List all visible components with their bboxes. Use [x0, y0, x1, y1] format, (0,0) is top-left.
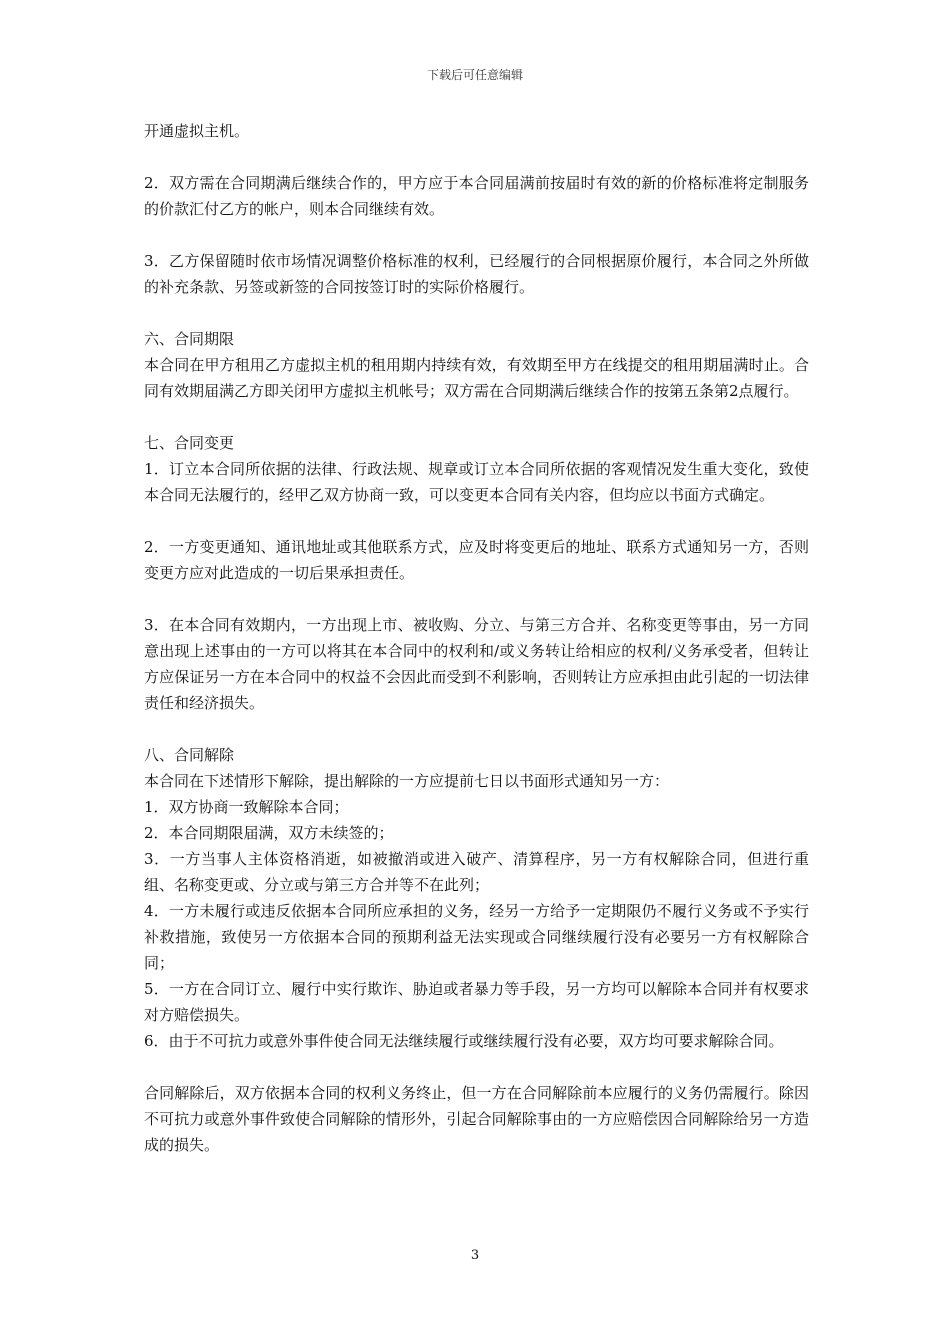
list-item: 6．由于不可抗力或意外事件使合同无法继续履行或继续履行没有必要，双方均可要求解除合同。	[144, 1032, 784, 1050]
paragraph-gap	[144, 222, 809, 248]
page-number: 3	[470, 1248, 480, 1263]
list-item: 1．双方协商一致解除本合同；	[144, 798, 349, 816]
paragraph-gap	[144, 1054, 809, 1080]
paragraph: 合同解除后，双方依据本合同的权利义务终止，但一方在合同解除前本应履行的义务仍需履行。除因不可抗力或意外事件致使合同解除的情形外，引起合同解除事由的一方应赔偿因合同解除给另一方造成的损失。	[144, 1084, 809, 1154]
page-header-note: 下载后可任意编辑	[426, 68, 523, 82]
paragraph: 本合同在甲方租用乙方虚拟主机的租用期内持续有效，有效期至甲方在线提交的租用期届满时止。合同有效期届满乙方即关闭甲方虚拟主机帐号；双方需在合同期满后继续合作的按第五条第2点履行。	[144, 356, 809, 400]
paragraph-gap	[144, 300, 809, 326]
paragraph-gap	[144, 586, 809, 612]
paragraph: 1．订立本合同所依据的法律、行政法规、规章或订立本合同所依据的客观情况发生重大变化，致使本合同无法履行的，经甲乙双方协商一致，可以变更本合同有关内容，但均应以书面方式确定。	[144, 460, 809, 504]
list-item: 4．一方未履行或违反依据本合同所应承担的义务，经另一方给予一定期限仍不履行义务或不予实行补救措施，致使另一方依据本合同的预期利益无法实现或合同继续履行没有必要另一方有权解除合同；	[144, 902, 809, 972]
paragraph-gap	[144, 144, 809, 170]
paragraph: 3．在本合同有效期内，一方出现上市、被收购、分立、与第三方合并、名称变更等事由，另一方同意出现上述事由的一方可以将其在本合同中的权利和/或义务转让给相应的权利/义务承受者，但转让方应保证另一方在本合同中的权益不会因此而受到不利影响，否则转让方应承担由此引起的一切法律责任和经济损失。	[144, 616, 809, 712]
list-item: 5．一方在合同订立、履行中实行欺诈、胁迫或者暴力等手段，另一方均可以解除本合同并有权要求对方赔偿损失。	[144, 980, 809, 1024]
paragraph-gap	[144, 508, 809, 534]
paragraph: 本合同在下述情形下解除，提出解除的一方应提前七日以书面形式通知另一方：	[144, 772, 670, 790]
paragraph: 3．乙方保留随时依市场情况调整价格标准的权利，已经履行的合同根据原价履行，本合同之外所做的补充条款、另签或新签的合同按签订时的实际价格履行。	[144, 252, 809, 296]
paragraph: 2．双方需在合同期满后继续合作的，甲方应于本合同届满前按届时有效的新的价格标准将定制服务的价款汇付乙方的帐户，则本合同继续有效。	[144, 174, 809, 218]
paragraph: 2．一方变更通知、通讯地址或其他联系方式，应及时将变更后的地址、联系方式通知另一方，否则变更方应对此造成的一切后果承担责任。	[144, 538, 809, 582]
section-heading: 七、合同变更	[144, 434, 235, 452]
paragraph-gap	[144, 716, 809, 742]
list-item: 2．本合同期限届满，双方未续签的；	[144, 824, 394, 842]
section-heading: 八、合同解除	[144, 746, 235, 764]
list-item: 3．一方当事人主体资格消逝，如被撤消或进入破产、清算程序，另一方有权解除合同，但进行重组、名称变更或、分立或与第三方合并等不在此列；	[144, 850, 809, 894]
paragraph: 开通虚拟主机。	[144, 122, 250, 140]
document-body	[144, 118, 809, 1158]
paragraph-gap	[144, 404, 809, 430]
section-heading: 六、合同期限	[144, 330, 235, 348]
